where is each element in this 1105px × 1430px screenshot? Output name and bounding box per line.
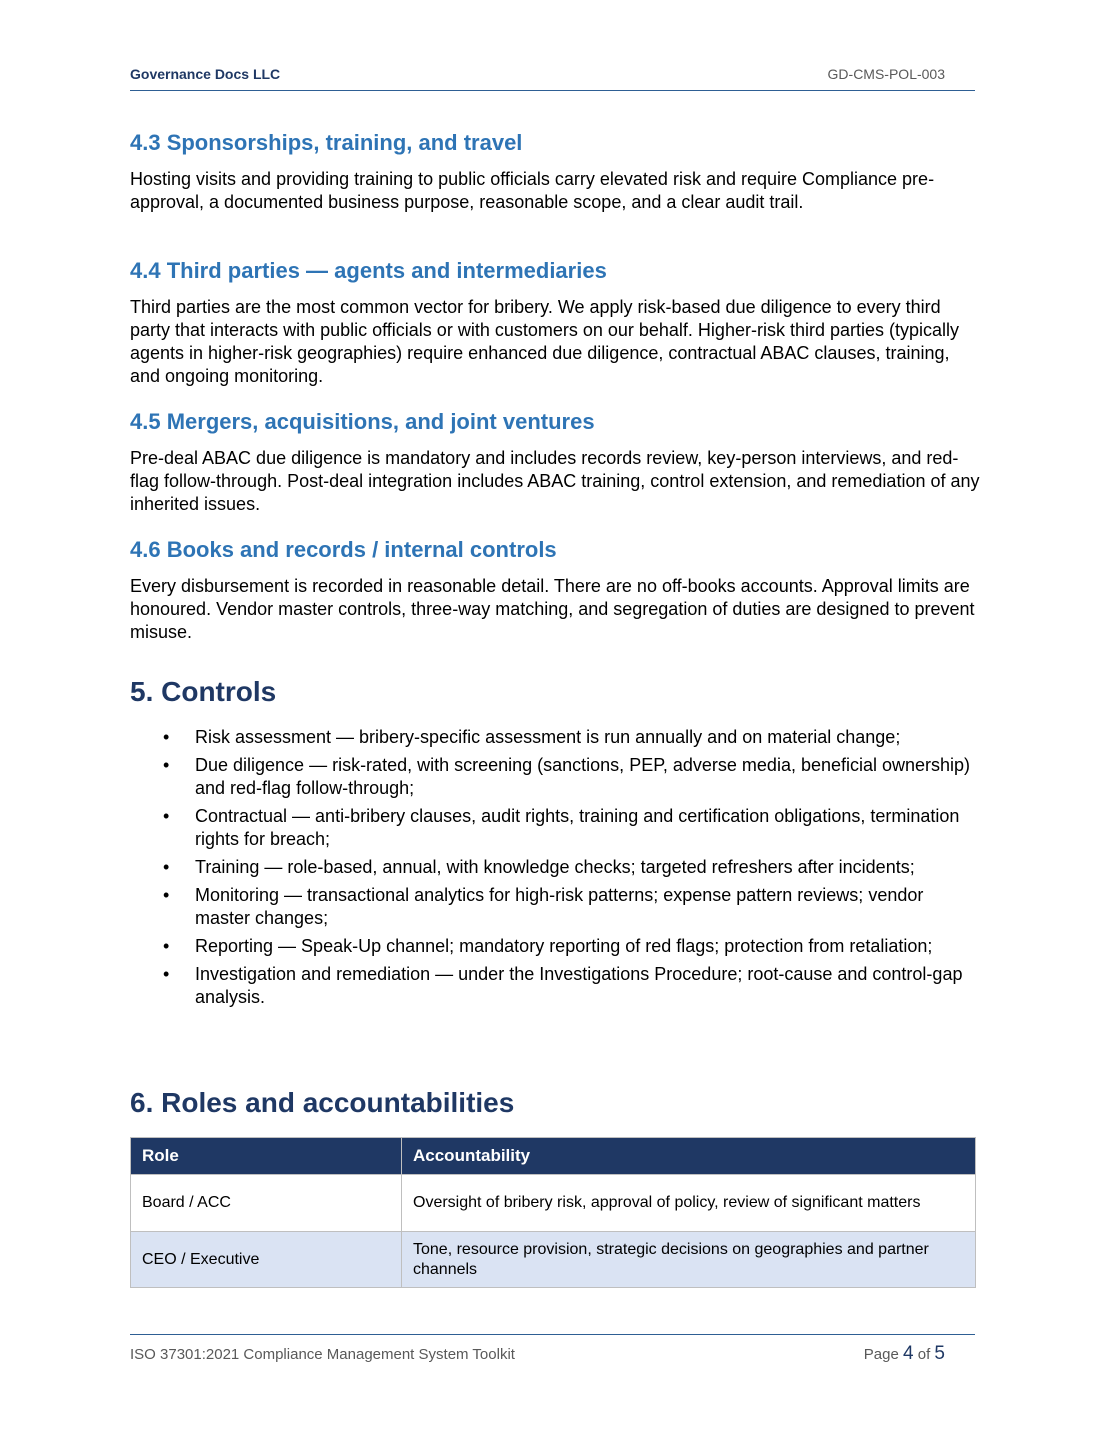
list-item-text: Monitoring — transactional analytics for high-risk patterns; expense pattern reviews; vendor master changes;: [195, 885, 924, 928]
bullet-icon: •: [163, 806, 170, 826]
role-cell: CEO / Executive: [131, 1232, 402, 1288]
list-item-text: Risk assessment — bribery-specific assessment is run annually and on material change;: [195, 727, 901, 747]
list-item: [130, 884, 980, 930]
accountability-cell: Oversight of bribery risk, approval of policy, review of significant matters: [402, 1175, 976, 1232]
section-text-4-4: Third parties are the most common vector for bribery. We apply risk-based due diligence to every third party that interacts with public officials or with customers on our behalf. Higher-risk third parties (typically agents in higher-risk geographies) require enhanced due diligence, contractual ABAC clauses, training, and ongoing monitoring.: [130, 297, 960, 386]
list-item-text: Training — role-based, annual, with knowledge checks; targeted refreshers after incidents;: [195, 857, 915, 877]
bullet-icon: •: [163, 755, 170, 775]
page-header: [130, 62, 975, 91]
company-name: Governance Docs LLC: [130, 66, 281, 82]
table-row: [131, 1232, 976, 1288]
list-item-text: Due diligence — risk-rated, with screening (sanctions, PEP, adverse media, beneficial ownership) and red-flag follow-through;: [195, 755, 971, 798]
section-text-4-3: Hosting visits and providing training to public officials carry elevated risk and require Compliance pre-approval, a documented business purpose, reasonable scope, and a clear audit trail.: [130, 169, 935, 212]
page-number: [864, 1343, 945, 1365]
page-label: Page: [863, 1346, 899, 1363]
section-heading-4-3: 4.3 Sponsorships, training, and travel: [130, 130, 523, 155]
column-header-role: Role: [131, 1138, 402, 1175]
list-item: [130, 754, 980, 800]
accountability-cell: Tone, resource provision, strategic decisions on geographies and partner channels: [402, 1232, 976, 1288]
bullet-icon: •: [163, 964, 170, 984]
section-heading-4-4: 4.4 Third parties — agents and intermediaries: [130, 258, 607, 283]
list-item-text: Contractual — anti-bribery clauses, audit rights, training and certification obligations, termination rights for breach;: [195, 806, 960, 849]
roles-table: [130, 1137, 976, 1288]
document-id: GD-CMS-POL-003: [827, 66, 945, 82]
list-item: [130, 963, 980, 1009]
of-label: of: [917, 1346, 931, 1363]
page-total: 5: [934, 1343, 945, 1364]
section-heading-4-5: 4.5 Mergers, acquisitions, and joint ventures: [130, 409, 595, 434]
role-cell: Board / ACC: [131, 1175, 402, 1232]
table-header-row: [131, 1138, 976, 1175]
roles-heading: 6. Roles and accountabilities: [130, 1087, 515, 1118]
bullet-icon: •: [163, 885, 170, 905]
list-item: [130, 805, 980, 851]
section-text-4-5: Pre-deal ABAC due diligence is mandatory and includes records review, key-person interviews, and red-flag follow-through. Post-deal integration includes ABAC training, control extension, and remediation of any inherited issues.: [130, 448, 980, 514]
list-item: [130, 935, 980, 958]
section-text-4-6: Every disbursement is recorded in reasonable detail. There are no off-books accounts. Approval limits are honoured. Vendor master controls, three-way matching, and segregation of duties are designed to prevent misuse.: [130, 576, 975, 642]
list-item: [130, 856, 980, 879]
bullet-icon: •: [163, 936, 170, 956]
footer-title: ISO 37301:2021 Compliance Management System Toolkit: [130, 1346, 515, 1363]
controls-heading: 5. Controls: [130, 676, 277, 707]
list-item: [130, 726, 980, 749]
controls-list: [130, 726, 980, 1014]
column-header-accountability: Accountability: [402, 1138, 976, 1175]
bullet-icon: •: [163, 857, 170, 877]
section-heading-4-6: 4.6 Books and records / internal controls: [130, 537, 557, 562]
page-footer: [130, 1334, 975, 1364]
bullet-icon: •: [163, 727, 170, 747]
page-current: 4: [902, 1343, 914, 1364]
list-item-text: Investigation and remediation — under the Investigations Procedure; root-cause and control-gap analysis.: [195, 964, 963, 1007]
list-item-text: Reporting — Speak-Up channel; mandatory reporting of red flags; protection from retaliation;: [195, 936, 933, 956]
table-row: [131, 1175, 976, 1232]
